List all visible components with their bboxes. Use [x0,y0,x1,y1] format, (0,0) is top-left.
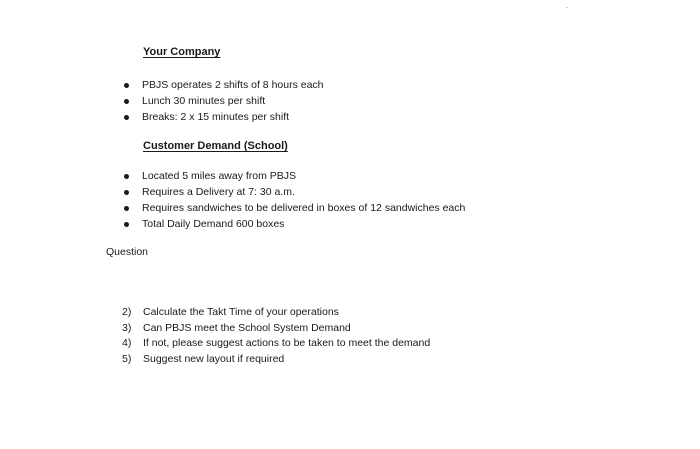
question-item [122,305,430,321]
company-bullet-item: PBJS operates 2 shifts of 8 hours each [122,77,324,93]
demand-bullet-item: Requires a Delivery at 7: 30 a.m. [122,184,465,200]
question-number: 4) [122,337,132,349]
company-bullet-list [122,77,324,125]
demand-bullet-item: Requires sandwiches to be delivered in boxes of 12 sandwiches each [122,200,465,216]
question-number: 2) [122,306,132,318]
question-text: If not, please suggest actions to be taken to meet the demand [143,337,431,349]
question-item [122,336,430,352]
question-item [122,321,430,337]
scan-mark [566,7,568,8]
demand-bullet-list [122,168,465,232]
demand-bullet-item: Total Daily Demand 600 boxes [122,216,465,232]
question-text: Can PBJS meet the School System Demand [143,321,351,334]
demand-bullet-item: Located 5 miles away from PBJS [122,168,465,184]
question-list [122,305,430,367]
question-text: Calculate the Takt Time of your operations [143,306,339,318]
company-heading: Your Company [143,46,221,58]
question-item [122,352,430,368]
customer-demand-heading: Customer Demand (School) [143,140,288,152]
company-bullet-item: Lunch 30 minutes per shift [122,93,324,109]
question-label: Question [106,246,149,258]
company-bullet-item: Breaks: 2 x 15 minutes per shift [122,109,324,125]
question-number: 5) [122,352,132,365]
question-text: Suggest new layout if required [143,352,285,365]
question-number: 3) [122,321,132,334]
